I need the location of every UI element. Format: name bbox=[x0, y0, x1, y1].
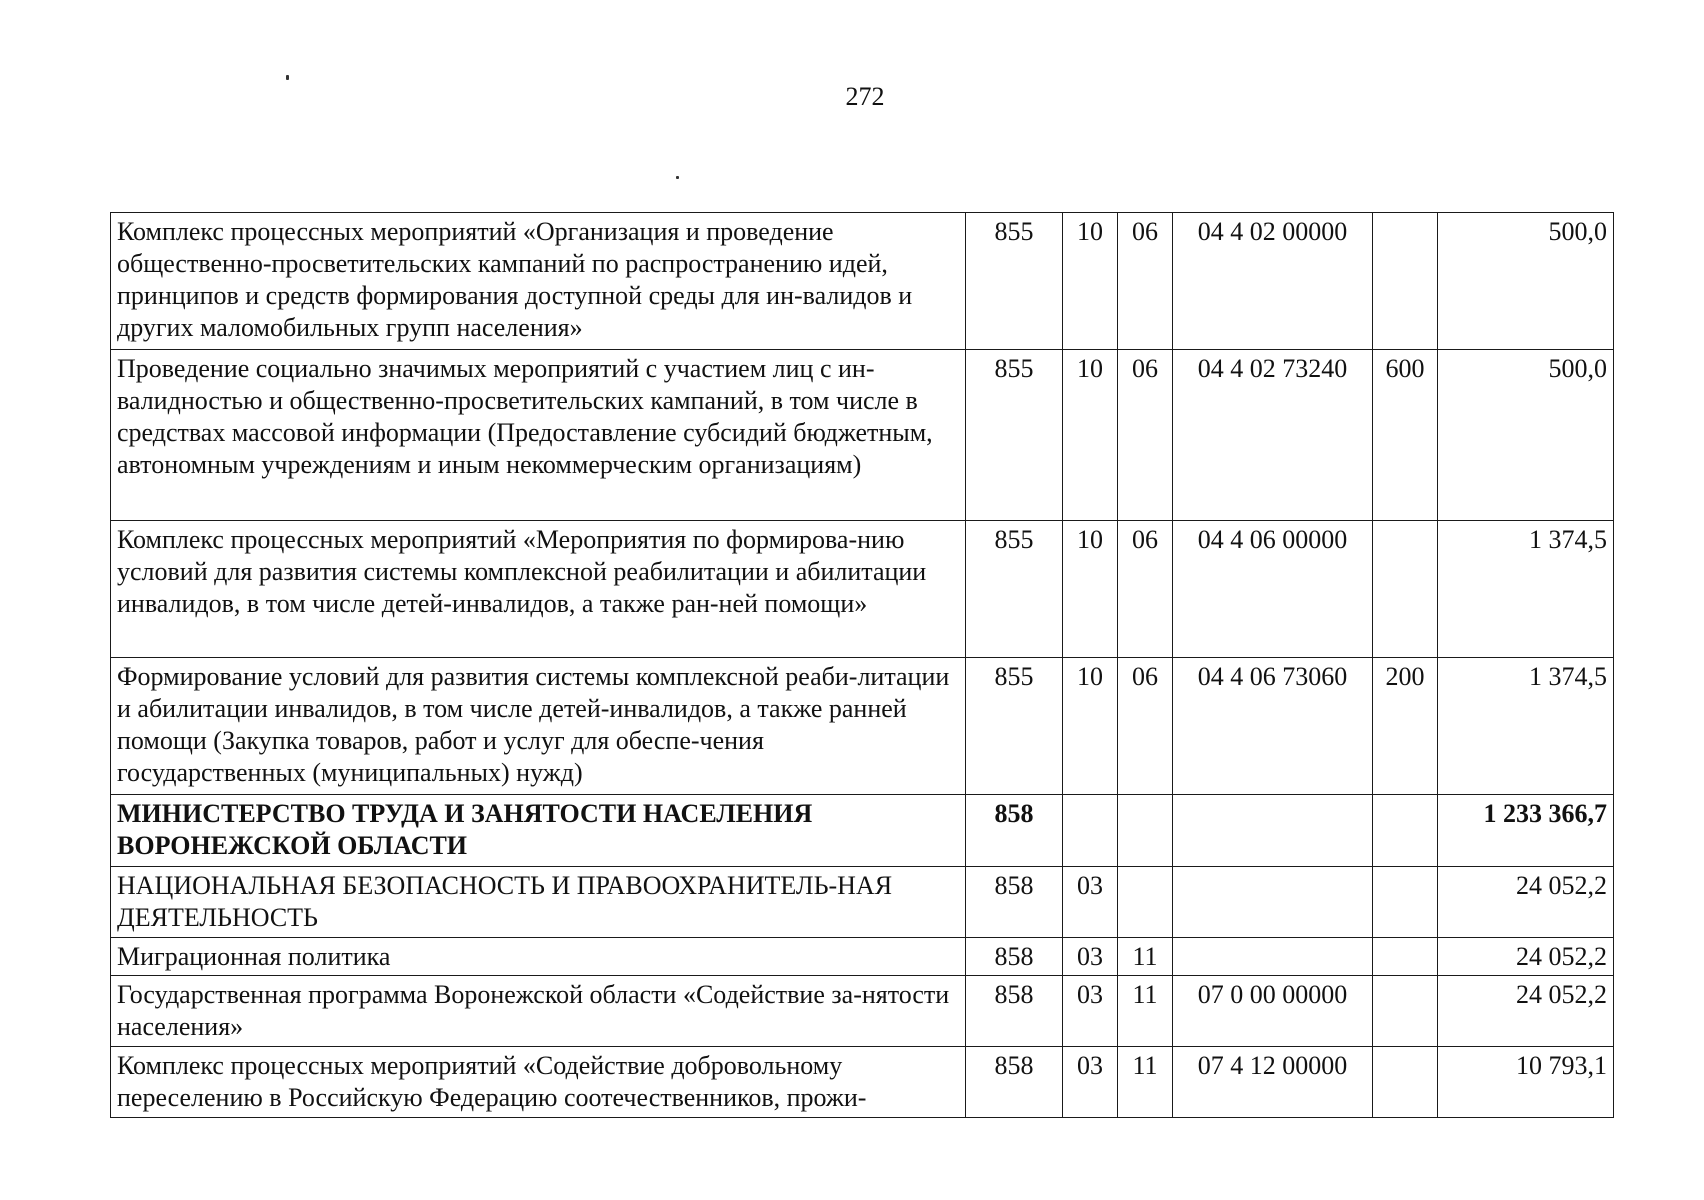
row-csr bbox=[1173, 938, 1373, 976]
budget-table-body bbox=[111, 213, 1614, 1118]
table-row bbox=[111, 521, 1614, 658]
row-csr bbox=[1173, 867, 1373, 938]
row-sum: 1 233 366,7 bbox=[1438, 795, 1614, 867]
row-name: Формирование условий для развития системы комплексной реаби-литации и абилитации инвалидов, в том числе детей-инвалидов, а также ранней помощи (Закупка товаров, работ и услуг для обеспе-чения государственных (муниципальных) нужд) bbox=[111, 658, 966, 795]
row-name: Миграционная политика bbox=[111, 938, 966, 976]
row-rz: 10 bbox=[1063, 658, 1118, 795]
row-name: Проведение социально значимых мероприятий с участием лиц с ин-валидностью и общественно-просветительских кампаний, в том числе в средствах массовой информации (Предоставление субсидий бюджетным, автономным учреждениям и иным некоммерческим организациям) bbox=[111, 350, 966, 521]
row-rz: 10 bbox=[1063, 213, 1118, 350]
row-name: НАЦИОНАЛЬНАЯ БЕЗОПАСНОСТЬ И ПРАВООХРАНИТЕЛЬ-НАЯ ДЕЯТЕЛЬНОСТЬ bbox=[111, 867, 966, 938]
row-pr: 11 bbox=[1118, 976, 1173, 1047]
row-vr bbox=[1373, 213, 1438, 350]
table-row bbox=[111, 213, 1614, 350]
table-row bbox=[111, 795, 1614, 867]
row-csr: 04 4 06 73060 bbox=[1173, 658, 1373, 795]
row-pr: 11 bbox=[1118, 1047, 1173, 1118]
row-csr: 04 4 06 00000 bbox=[1173, 521, 1373, 658]
row-rz: 03 bbox=[1063, 976, 1118, 1047]
scan-speck bbox=[676, 176, 679, 179]
row-vr: 200 bbox=[1373, 658, 1438, 795]
row-sum: 10 793,1 bbox=[1438, 1047, 1614, 1118]
row-gr: 855 bbox=[966, 658, 1063, 795]
scan-speck bbox=[286, 75, 289, 80]
row-vr bbox=[1373, 1047, 1438, 1118]
row-gr: 858 bbox=[966, 795, 1063, 867]
row-sum: 24 052,2 bbox=[1438, 867, 1614, 938]
table-row bbox=[111, 867, 1614, 938]
row-name: Государственная программа Воронежской области «Содействие за-нятости населения» bbox=[111, 976, 966, 1047]
row-csr: 04 4 02 73240 bbox=[1173, 350, 1373, 521]
row-rz: 10 bbox=[1063, 350, 1118, 521]
budget-table bbox=[110, 212, 1614, 1118]
row-rz: 10 bbox=[1063, 521, 1118, 658]
row-pr: 06 bbox=[1118, 350, 1173, 521]
row-vr bbox=[1373, 521, 1438, 658]
row-name: Комплекс процессных мероприятий «Мероприятия по формирова-нию условий для развития системы комплексной реабилитации и абилитации инвалидов, в том числе детей-инвалидов, а также ран-ней помощи» bbox=[111, 521, 966, 658]
row-gr: 855 bbox=[966, 521, 1063, 658]
row-rz: 03 bbox=[1063, 1047, 1118, 1118]
row-sum: 1 374,5 bbox=[1438, 521, 1614, 658]
row-rz: 03 bbox=[1063, 867, 1118, 938]
row-vr bbox=[1373, 867, 1438, 938]
row-gr: 858 bbox=[966, 1047, 1063, 1118]
row-gr: 855 bbox=[966, 350, 1063, 521]
table-row bbox=[111, 1047, 1614, 1118]
page-number: 272 bbox=[845, 82, 885, 111]
table-row bbox=[111, 658, 1614, 795]
row-csr: 07 0 00 00000 bbox=[1173, 976, 1373, 1047]
row-sum: 24 052,2 bbox=[1438, 976, 1614, 1047]
row-pr: 06 bbox=[1118, 521, 1173, 658]
row-sum: 24 052,2 bbox=[1438, 938, 1614, 976]
row-gr: 858 bbox=[966, 938, 1063, 976]
table-row bbox=[111, 350, 1614, 521]
row-rz bbox=[1063, 795, 1118, 867]
row-rz: 03 bbox=[1063, 938, 1118, 976]
row-name: Комплекс процессных мероприятий «Содействие добровольному переселению в Российскую Федерацию соотечественников, прожи- bbox=[111, 1047, 966, 1118]
table-row bbox=[111, 976, 1614, 1047]
row-pr: 06 bbox=[1118, 213, 1173, 350]
row-pr bbox=[1118, 867, 1173, 938]
row-csr bbox=[1173, 795, 1373, 867]
row-pr: 11 bbox=[1118, 938, 1173, 976]
row-vr bbox=[1373, 976, 1438, 1047]
row-sum: 500,0 bbox=[1438, 213, 1614, 350]
row-name: МИНИСТЕРСТВО ТРУДА И ЗАНЯТОСТИ НАСЕЛЕНИЯ ВОРОНЕЖСКОЙ ОБЛАСТИ bbox=[111, 795, 966, 867]
row-name: Комплекс процессных мероприятий «Организация и проведение общественно-просветительских кампаний по распространению идей, принципов и средств формирования доступной среды для ин-валидов и других маломобильных групп населения» bbox=[111, 213, 966, 350]
row-csr: 07 4 12 00000 bbox=[1173, 1047, 1373, 1118]
row-gr: 858 bbox=[966, 976, 1063, 1047]
row-vr bbox=[1373, 938, 1438, 976]
row-vr: 600 bbox=[1373, 350, 1438, 521]
row-csr: 04 4 02 00000 bbox=[1173, 213, 1373, 350]
row-sum: 500,0 bbox=[1438, 350, 1614, 521]
row-vr bbox=[1373, 795, 1438, 867]
row-pr: 06 bbox=[1118, 658, 1173, 795]
table-row bbox=[111, 938, 1614, 976]
row-sum: 1 374,5 bbox=[1438, 658, 1614, 795]
row-pr bbox=[1118, 795, 1173, 867]
row-gr: 855 bbox=[966, 213, 1063, 350]
row-gr: 858 bbox=[966, 867, 1063, 938]
